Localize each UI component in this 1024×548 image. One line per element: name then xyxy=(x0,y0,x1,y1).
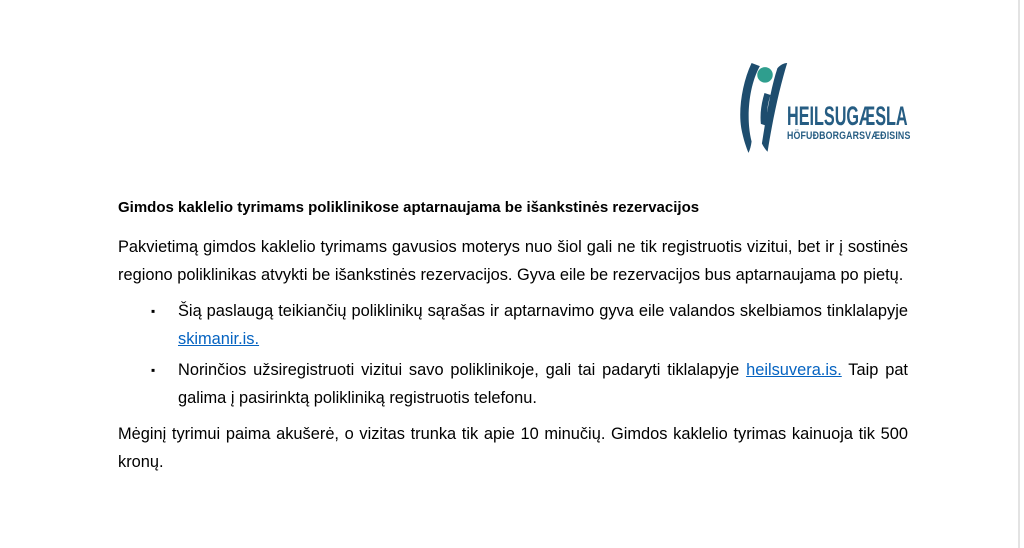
bullet-square-icon: ▪ xyxy=(151,363,156,377)
person-raised-arms-icon xyxy=(738,62,792,158)
logo-title: HEILSUGÆSLA xyxy=(787,101,908,131)
bullet-text-before: Norinčios užsiregistruoti vizitui savo poliklinikoje, gali tai padaryti tiklalapyje xyxy=(178,361,747,379)
bullet-list xyxy=(118,297,908,412)
page-edge-divider xyxy=(1018,0,1020,548)
article-heading: Gimdos kaklelio tyrimams poliklinikose aptarnaujama be išankstinės rezervacijos xyxy=(118,199,700,216)
logo-subtitle: HÖFUÐBORGARSVÆÐISINS xyxy=(787,130,911,142)
paragraph-closing: Mėginį tyrimui paima akušerė, o vizitas trunka tik apie 10 minučių. Gimdos kaklelio tyrimas kainuoja tik 500 kronų. xyxy=(118,425,908,471)
bullet-text-before: Šią paslaugą teikiančių poliklinikų sąrašas ir aptarnavimo gyva eile valandos skelbiamos tinklalapyje xyxy=(178,302,908,320)
paragraph-intro: Pakvietimą gimdos kaklelio tyrimams gavusios moterys nuo šiol gali ne tik registruotis vizitui, bet ir į sostinės regiono poliklinikas atvykti be išankstinės rezervacijos. Gyva eile be rezervacijos bus aptarnaujama po pietų. xyxy=(118,238,908,284)
list-item-screening-sites xyxy=(151,297,908,353)
bullet-square-icon: ▪ xyxy=(151,304,156,318)
list-item-registration xyxy=(151,356,908,412)
logo-text xyxy=(787,101,911,142)
article xyxy=(118,197,908,476)
link-heilsuvera[interactable]: heilsuvera.is. xyxy=(746,361,842,379)
bullet-text-after: Taip pat galima į pasirinktą polikliniką registruotis telefonu. xyxy=(178,361,908,407)
logo xyxy=(738,60,911,158)
link-skimanir[interactable]: skimanir.is. xyxy=(178,330,260,348)
